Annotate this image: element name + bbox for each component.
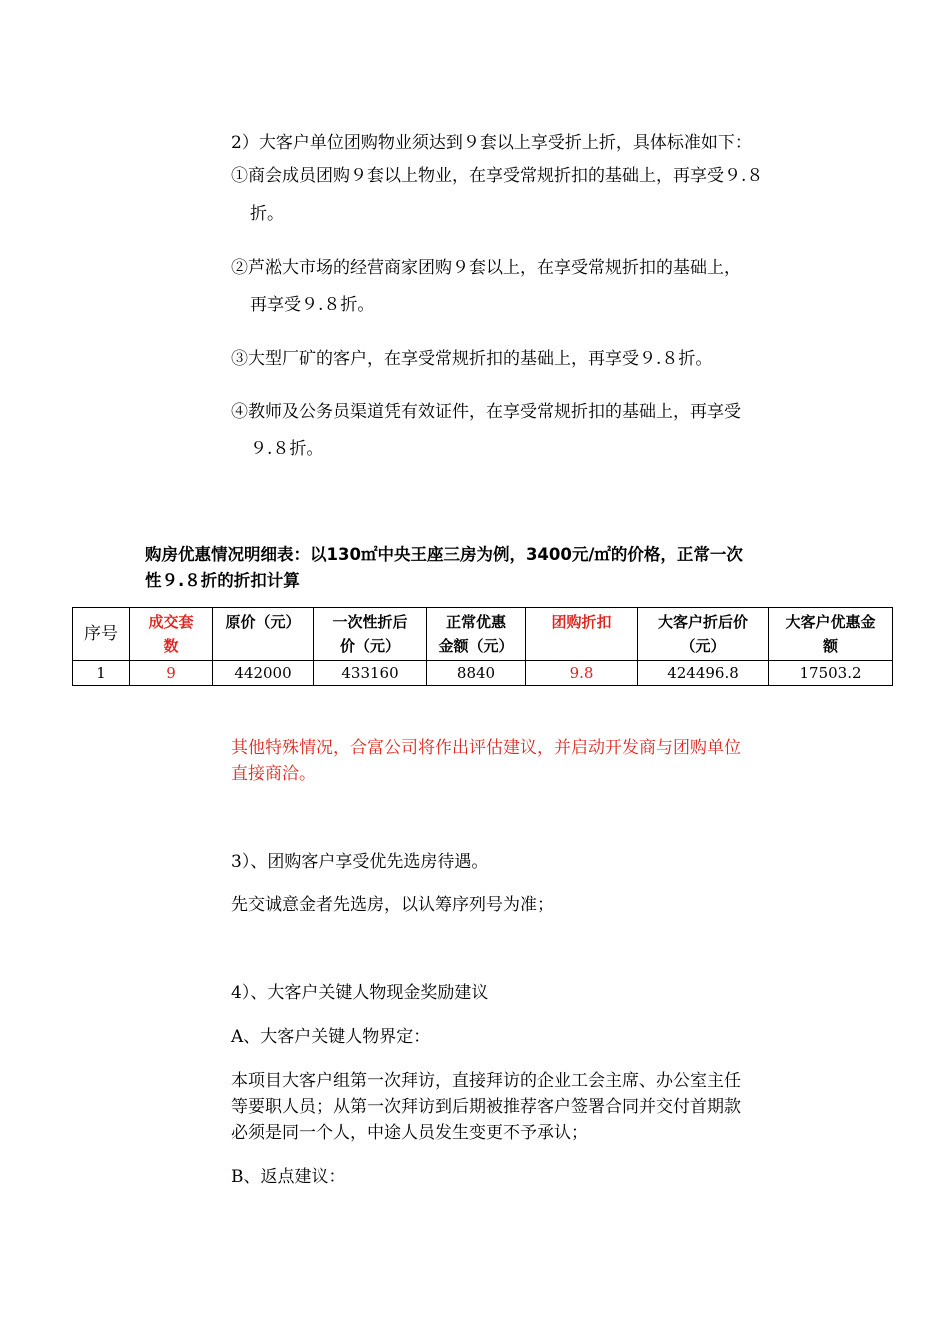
special-note-line2: 直接商洽。 (231, 764, 316, 784)
item4-line1: ④教师及公务员渠道凭有效证件，在享受常规折扣的基础上，再享受 (231, 402, 741, 422)
cell-bigcust: 424496.8 (638, 661, 769, 686)
section4-a-line1: 本项目大客户组第一次拜访，直接拜访的企业工会主席、办公室主任 (231, 1071, 741, 1091)
section4-a-line3: 必须是同一个人，中途人员发生变更不予承认； (231, 1123, 588, 1143)
cell-units: 9 (130, 661, 213, 686)
item1-line2: 折。 (250, 204, 284, 224)
header-normal (427, 608, 526, 661)
cell-seq: 1 (73, 661, 130, 686)
section4-heading: 4）、大客户关键人物现金奖励建议 (231, 983, 489, 1003)
header-bigcust-l2: （元） (680, 637, 726, 655)
item2-line2: 再享受９.８折。 (250, 295, 375, 315)
special-note-line1: 其他特殊情况，合富公司将作出评估建议，并启动开发商与团购单位 (231, 738, 741, 758)
header-normal-l2: 金额（元） (438, 637, 514, 655)
item3: ③大型厂矿的客户，在享受常规折扣的基础上，再享受９.８折。 (231, 349, 713, 369)
cell-bigdisc: 17503.2 (769, 661, 893, 686)
header-bigcust-l1: 大客户折后价 (657, 613, 748, 631)
cell-group: 9.8 (526, 661, 638, 686)
cell-normal: 8840 (427, 661, 526, 686)
section4-a-line2: 等要职人员；从第一次拜访到后期被推荐客户签署合同并交付首期款 (231, 1097, 741, 1117)
header-once-l2: 价（元） (339, 637, 400, 655)
header-seq: 序号 (73, 608, 130, 661)
section3-heading: 3）、团购客户享受优先选房待遇。 (231, 852, 489, 872)
table-title-line1: 购房优惠情况明细表：以130㎡中央王座三房为例，3400元/㎡的价格，正常一次 (145, 545, 743, 564)
table-header-row (73, 608, 893, 661)
header-bigcust (638, 608, 769, 661)
table-row (73, 661, 893, 686)
section4-a-heading: A、大客户关键人物界定： (231, 1027, 431, 1047)
header-units (130, 608, 213, 661)
item2-line1: ②芦淞大市场的经营商家团购９套以上，在享受常规折扣的基础上， (231, 258, 741, 278)
header-bigdisc (769, 608, 893, 661)
cell-once: 433160 (314, 661, 427, 686)
header-once (314, 608, 427, 661)
header-units-l1: 成交套 (148, 613, 194, 631)
section2-heading: 2）大客户单位团购物业须达到９套以上享受折上折，具体标准如下： (231, 133, 752, 153)
header-normal-l1: 正常优惠 (445, 613, 506, 631)
header-bigdisc-l2: 额 (822, 637, 838, 655)
header-bigdisc-l1: 大客户优惠金 (785, 613, 876, 631)
section4-b-heading: B、返点建议： (231, 1167, 346, 1187)
item4-line2: ９.８折。 (250, 439, 324, 459)
item1-line1: ①商会成员团购９套以上物业，在享受常规折扣的基础上，再享受９.８ (231, 166, 764, 186)
discount-table (72, 607, 893, 686)
header-units-l2: 数 (163, 637, 179, 655)
header-once-l1: 一次性折后 (332, 613, 408, 631)
table-title-line2: 性９.８折的折扣计算 (145, 571, 300, 590)
section3-text: 先交诚意金者先选房，以认筹序列号为准； (231, 895, 554, 915)
header-orig-price: 原价（元） (213, 608, 314, 661)
cell-orig-price: 442000 (213, 661, 314, 686)
header-group: 团购折扣 (526, 608, 638, 661)
